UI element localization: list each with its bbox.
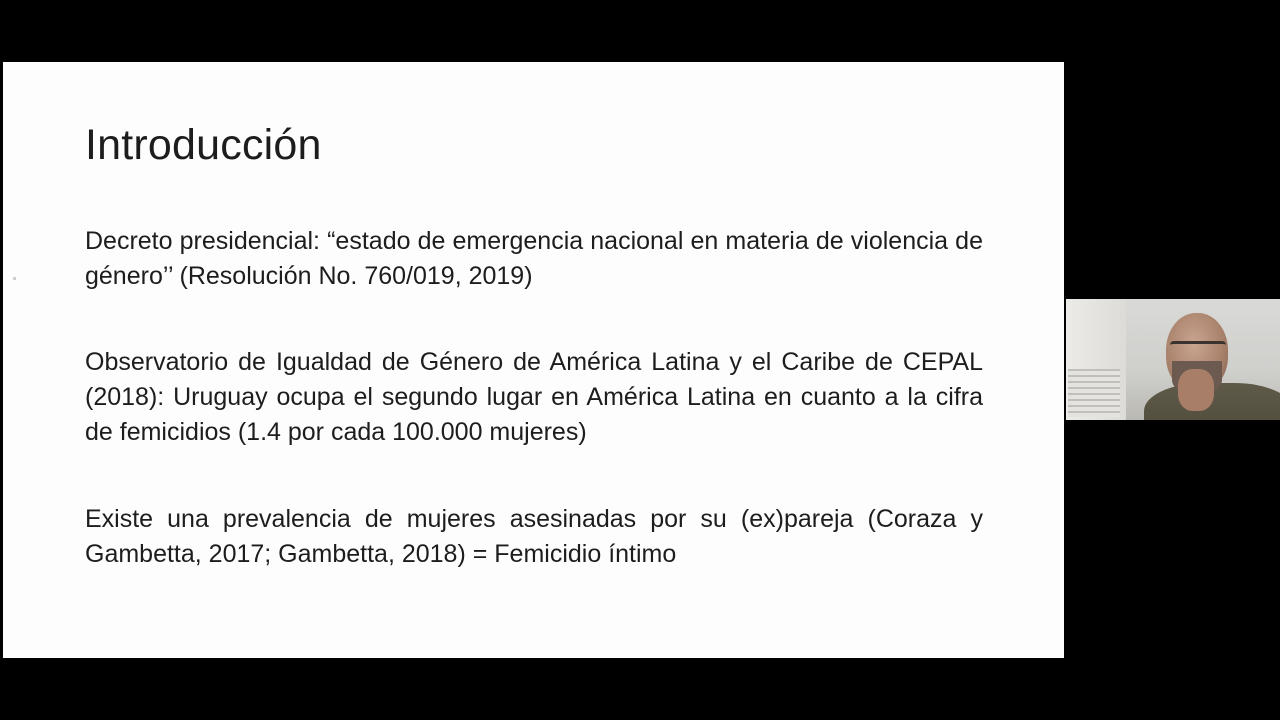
webcam-window-blind [1068,369,1120,417]
presentation-slide [3,62,1064,658]
presenter-webcam-thumbnail [1066,299,1280,420]
slide-paragraph-decreto: Decreto presidencial: “estado de emergencia nacional en materia de violencia de género’’ (Resolución No. 760/019, 2019) [85,227,983,290]
presenter-hand [1178,369,1214,411]
slide-paragraph-observatorio: Observatorio de Igualdad de Género de América Latina y el Caribe de CEPAL (2018): Uruguay ocupa el segundo lugar en América Latina en cuanto a la cifra de femicidios (1.4 por cada 100.000 mujeres) [85,348,983,446]
slide-title: Introducción [85,121,322,169]
presenter-glasses [1170,341,1226,354]
presenter-figure [1144,313,1280,420]
slide-edge-marker [13,277,16,280]
slide-paragraph-prevalencia: Existe una prevalencia de mujeres asesinadas por su (ex)pareja (Coraza y Gambetta, 2017; Gambetta, 2018) = Femicidio íntimo [85,505,983,568]
